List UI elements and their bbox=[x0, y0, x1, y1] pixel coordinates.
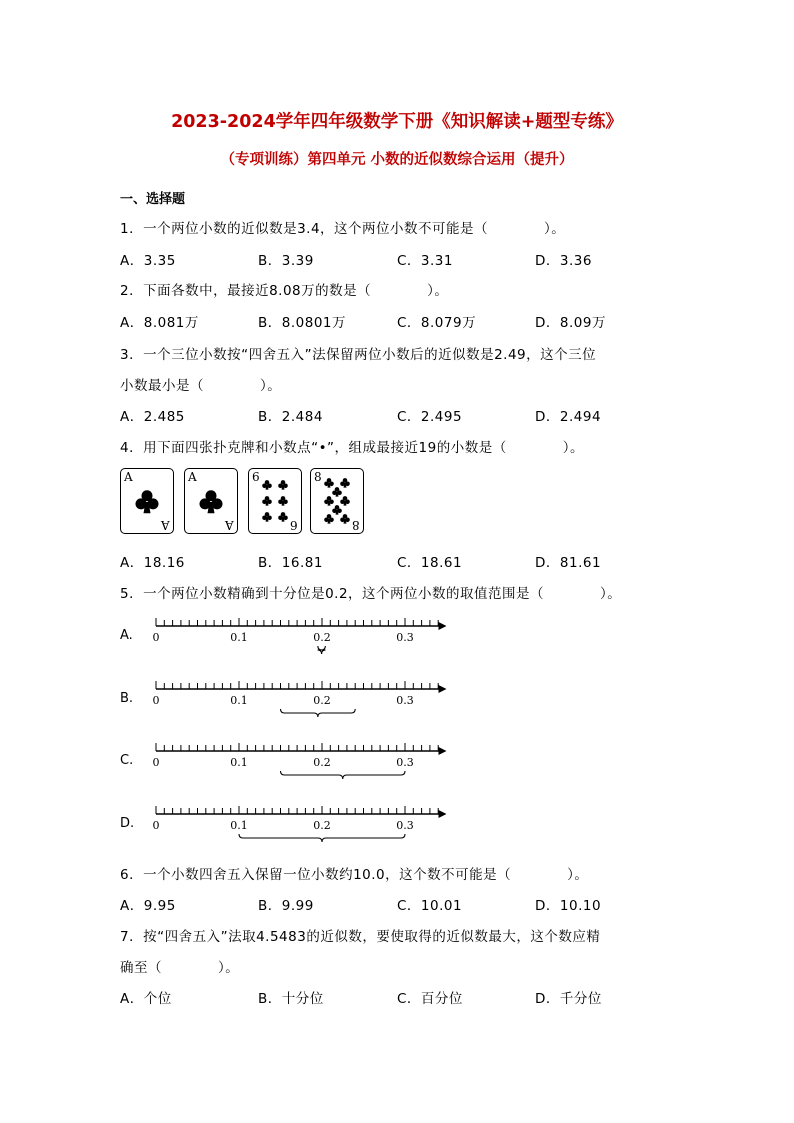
playing-card-ace-clubs-1 bbox=[120, 468, 174, 534]
q4-option-c[interactable]: C．18.61 bbox=[397, 555, 463, 571]
question-7-line-2: 确至（ ）。 bbox=[120, 960, 240, 976]
number-line-d[interactable] bbox=[150, 802, 450, 842]
arrow-icon bbox=[439, 810, 447, 818]
q3-option-a[interactable]: A．2.485 bbox=[120, 409, 185, 425]
q6-option-d[interactable]: D．10.10 bbox=[535, 898, 602, 914]
q4-option-b[interactable]: B．16.81 bbox=[258, 555, 323, 571]
q1-option-c[interactable]: C．3.31 bbox=[397, 253, 453, 269]
range-brace bbox=[318, 646, 326, 654]
tick-label: 0.2 bbox=[313, 631, 331, 644]
q2-option-d[interactable]: D．8.09万 bbox=[535, 315, 606, 331]
arrow-icon bbox=[439, 622, 447, 630]
q7-option-c[interactable]: C．百分位 bbox=[397, 991, 463, 1007]
page-title: 2023-2024学年四年级数学下册《知识解读+题型专练》 bbox=[171, 112, 623, 132]
q2-option-b[interactable]: B．8.0801万 bbox=[258, 315, 346, 331]
q1-option-d[interactable]: D．3.36 bbox=[535, 253, 592, 269]
q3-option-d[interactable]: D．2.494 bbox=[535, 409, 602, 425]
tick-label: 0.1 bbox=[230, 631, 248, 644]
q3-option-c[interactable]: C．2.495 bbox=[397, 409, 463, 425]
card-rank: A bbox=[161, 518, 170, 532]
playing-card-eight-clubs bbox=[310, 468, 364, 534]
card-rank: 6 bbox=[290, 518, 298, 532]
tick-label: 0.1 bbox=[230, 694, 248, 707]
question-3-line-1: 3．一个三位小数按“四舍五入”法保留两位小数后的近似数是2.49，这个三位 bbox=[120, 347, 597, 363]
tick-label: 0 bbox=[152, 694, 160, 707]
tick-label: 0.2 bbox=[313, 819, 331, 832]
question-3-line-2: 小数最小是（ ）。 bbox=[120, 378, 282, 394]
q7-option-a[interactable]: A．个位 bbox=[120, 991, 172, 1007]
card-rank: A bbox=[188, 470, 197, 484]
question-5: 5．一个两位小数精确到十分位是0.2，这个两位小数的取值范围是（ ）。 bbox=[120, 586, 622, 602]
q2-option-c[interactable]: C．8.079万 bbox=[397, 315, 477, 331]
q5-option-c-letter[interactable]: C. bbox=[120, 753, 134, 768]
page-subtitle: （专项训练）第四单元 小数的近似数综合运用（提升） bbox=[220, 152, 574, 168]
club-pips-icon bbox=[249, 469, 301, 533]
tick-label: 0.3 bbox=[396, 756, 414, 769]
q5-option-b-letter[interactable]: B. bbox=[120, 691, 134, 706]
tick-label: 0 bbox=[152, 631, 160, 644]
q6-option-a[interactable]: A．9.95 bbox=[120, 898, 176, 914]
club-icon bbox=[121, 469, 173, 533]
tick-label: 0.2 bbox=[313, 756, 331, 769]
tick-label: 0.1 bbox=[230, 819, 248, 832]
club-icon bbox=[185, 469, 237, 533]
question-6: 6．一个小数四舍五入保留一位小数约10.0，这个数不可能是（ ）。 bbox=[120, 867, 589, 883]
q5-option-a-letter[interactable]: A. bbox=[120, 628, 133, 643]
range-brace bbox=[281, 709, 356, 717]
tick-label: 0.2 bbox=[313, 694, 331, 707]
card-rank: A bbox=[225, 518, 234, 532]
tick-label: 0.3 bbox=[396, 819, 414, 832]
q7-option-d[interactable]: D．千分位 bbox=[535, 991, 602, 1007]
q3-option-b[interactable]: B．2.484 bbox=[258, 409, 323, 425]
q4-option-a[interactable]: A．18.16 bbox=[120, 555, 185, 571]
playing-card-six-clubs bbox=[248, 468, 302, 534]
club-pips-icon bbox=[311, 469, 363, 533]
tick-label: 0.3 bbox=[396, 694, 414, 707]
section-heading: 一、选择题 bbox=[120, 192, 186, 207]
tick-label: 0.3 bbox=[396, 631, 414, 644]
question-4: 4．用下面四张扑克牌和小数点“•”，组成最接近19的小数是（ ）。 bbox=[120, 440, 584, 456]
arrow-icon bbox=[439, 685, 447, 693]
tick-label: 0.1 bbox=[230, 756, 248, 769]
q6-option-c[interactable]: C．10.01 bbox=[397, 898, 463, 914]
q6-option-b[interactable]: B．9.99 bbox=[258, 898, 314, 914]
q1-option-b[interactable]: B．3.39 bbox=[258, 253, 314, 269]
q5-option-d-letter[interactable]: D. bbox=[120, 816, 135, 831]
playing-card-ace-clubs-2 bbox=[184, 468, 238, 534]
number-line-c[interactable] bbox=[150, 739, 450, 779]
range-brace bbox=[239, 834, 405, 842]
question-1: 1．一个两位小数的近似数是3.4，这个两位小数不可能是（ ）。 bbox=[120, 221, 566, 237]
q4-option-d[interactable]: D．81.61 bbox=[535, 555, 602, 571]
arrow-icon bbox=[439, 747, 447, 755]
tick-label: 0 bbox=[152, 819, 160, 832]
question-2: 2．下面各数中，最接近8.08万的数是（ ）。 bbox=[120, 283, 449, 299]
range-brace bbox=[281, 771, 406, 779]
number-line-a[interactable] bbox=[150, 614, 450, 654]
card-rank: A bbox=[124, 470, 133, 484]
q1-option-a[interactable]: A．3.35 bbox=[120, 253, 176, 269]
q7-option-b[interactable]: B．十分位 bbox=[258, 991, 324, 1007]
question-7-line-1: 7．按“四舍五入”法取4.5483的近似数，要使取得的近似数最大，这个数应精 bbox=[120, 929, 601, 945]
q2-option-a[interactable]: A．8.081万 bbox=[120, 315, 199, 331]
card-rank: 8 bbox=[314, 470, 322, 484]
card-rank: 8 bbox=[352, 518, 360, 532]
number-line-b[interactable] bbox=[150, 677, 450, 717]
tick-label: 0 bbox=[152, 756, 160, 769]
card-rank: 6 bbox=[252, 470, 260, 484]
